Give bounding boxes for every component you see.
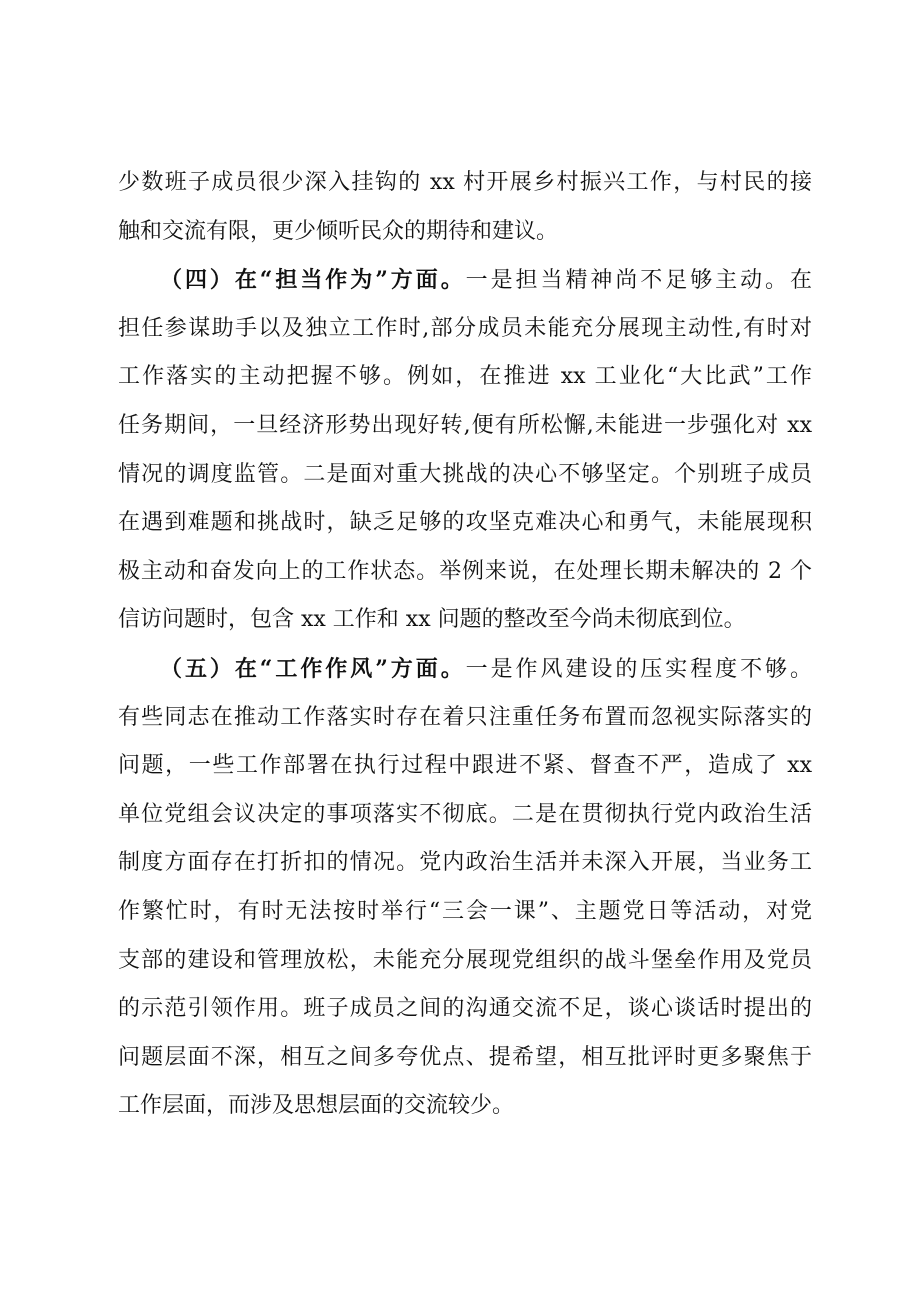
text-line [118, 645, 812, 694]
text-line: 任务期间，一旦经济形势出现好转,便有所松懈,未能进一步强化对 xx [118, 412, 812, 438]
text-line: 工作落实的主动把握不够。例如，在推进 xx 工业化“大比武”工作 [118, 364, 812, 390]
text-line: 支部的建设和管理放松，未能充分展现党组织的战斗堡垒作用及党员 [118, 947, 812, 973]
line-text: 一是作风建设的压实程度不够。 [465, 656, 812, 682]
text-line: 问题层面不深，相互之间多夸优点、提希望，相互批评时更多聚焦于 [118, 1044, 812, 1070]
text-line: 极主动和奋发向上的工作状态。举例来说，在处理长期未解决的 2 个 [118, 558, 812, 584]
text-line: 的示范引领作用。班子成员之间的沟通交流不足，谈心谈话时提出的 [118, 996, 812, 1022]
text-line: 信访问题时，包含 xx 工作和 xx 问题的整改至今尚未彻底到位。 [118, 607, 746, 633]
text-line: 触和交流有限，更少倾听民众的期待和建议。 [118, 218, 559, 244]
text-line: 问题，一些工作部署在执行过程中跟进不紧、督查不严，造成了 xx [118, 753, 812, 779]
text-line: 少数班子成员很少深入挂钩的 xx 村开展乡村振兴工作，与村民的接 [118, 170, 812, 195]
text-line: 制度方面存在打折扣的情况。党内政治生活并未深入开展，当业务工 [118, 850, 812, 876]
document-body [118, 159, 812, 1131]
text-line: 单位党组会议决定的事项落实不彻底。二是在贯彻执行党内政治生活 [118, 801, 812, 827]
text-line: 在遇到难题和挑战时，缺乏足够的攻坚克难决心和勇气，未能展现积 [118, 510, 812, 536]
section-heading: （五）在“工作作风”方面。 [160, 655, 466, 682]
section-heading: （四）在“担当作为”方面。 [160, 267, 466, 294]
text-line: 作繁忙时，有时无法按时举行“三会一课”、主题党日等活动，对党 [118, 898, 812, 924]
text-line [118, 256, 812, 305]
text-line: 担任参谋助手以及独立工作时,部分成员未能充分展现主动性,有时对 [118, 315, 812, 341]
line-text: 一是担当精神尚不足够主动。在 [465, 268, 812, 294]
text-line: 有些同志在推动工作落实时存在着只注重任务布置而忽视实际落实的 [118, 704, 812, 730]
text-line: 工作层面，而涉及思想层面的交流较少。 [118, 1093, 515, 1119]
text-line: 情况的调度监管。二是面对重大挑战的决心不够坚定。个别班子成员 [118, 461, 812, 487]
